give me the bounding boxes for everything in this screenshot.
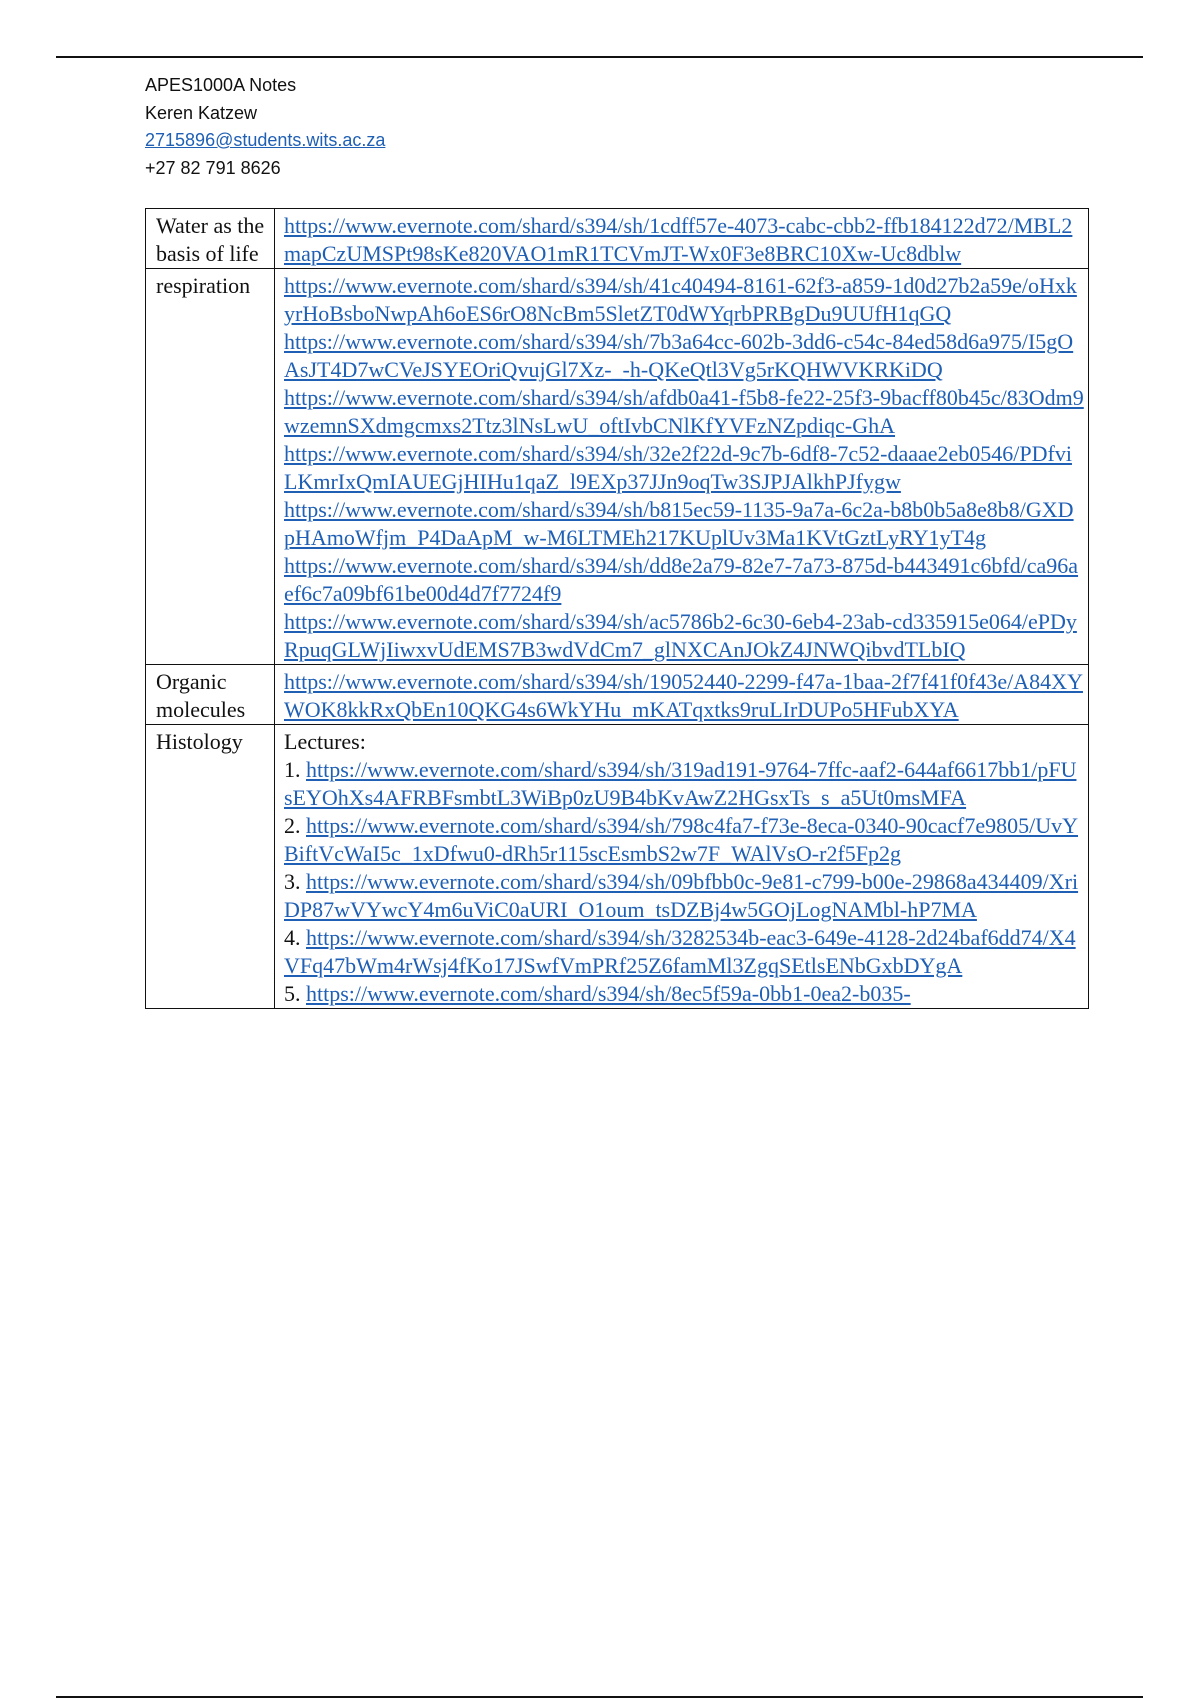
- note-link[interactable]: https://www.evernote.com/shard/s394/sh/41c40494-8161-62f3-a859-1d0d27b2a59e/oHxkyrHoBsboNwpAh6oES6rO8NcBm5SletZT0dWYqrbPRBgDu9UUfH1qGQ: [284, 273, 1077, 326]
- links-cell: [275, 665, 1089, 725]
- links-cell: [275, 725, 1089, 1009]
- document-title: APES1000A Notes: [145, 75, 297, 95]
- lecture-link[interactable]: https://www.evernote.com/shard/s394/sh/798c4fa7-f73e-8eca-0340-90cacf7e9805/UvYBiftVcWaI5c_1xDfwu0-dRh5r115scEsmbS2w7F_WAlVsO-r2f5Fp2g: [284, 813, 1079, 866]
- note-link[interactable]: https://www.evernote.com/shard/s394/sh/afdb0a41-f5b8-fe22-25f3-9bacff80b45c/83Odm9wzemnSXdmgcmxs2Ttz3lNsLwU_oftIvbCNlKfYVFzNZpdiqc-GhA: [284, 385, 1084, 438]
- item-number: 5.: [284, 981, 301, 1006]
- item-number: 3.: [284, 869, 301, 894]
- lecture-link[interactable]: https://www.evernote.com/shard/s394/sh/319ad191-9764-7ffc-aaf2-644af6617bb1/pFUsEYOhXs4AFRBFsmbtL3WiBp0zU9B4bKvAwZ2HGsxTs_s_a5Ut0msMFA: [284, 757, 1077, 810]
- note-link[interactable]: https://www.evernote.com/shard/s394/sh/ac5786b2-6c30-6eb4-23ab-cd335915e064/ePDyRpuqGLWjIiwxvUdEMS7B3wdVdCm7_glNXCAnJOkZ4JNWQibvdTLbIQ: [284, 609, 1077, 662]
- item-number: 1.: [284, 757, 301, 782]
- list-item: [284, 812, 1084, 868]
- list-item: [284, 868, 1084, 924]
- author-email-link[interactable]: 2715896@students.wits.ac.za: [145, 130, 386, 150]
- topic-cell: Water as the basis of life: [146, 209, 275, 269]
- note-link[interactable]: https://www.evernote.com/shard/s394/sh/b815ec59-1135-9a7a-6c2a-b8b0b5a8e8b8/GXDpHAmoWfjm_P4DaApM_w-M6LTMEh217KUplUv3Ma1KVtGztLyRY1yT4g: [284, 497, 1074, 550]
- table-row: [146, 269, 1089, 665]
- table-row: [146, 725, 1089, 1009]
- list-item: [284, 756, 1084, 812]
- note-link[interactable]: https://www.evernote.com/shard/s394/sh/19052440-2299-f47a-1baa-2f7f41f0f43e/A84XYWOK8kkRxQbEn10QKG4s6WkYHu_mKATqxtks9ruLIrDUPo5HFubXYA: [284, 669, 1083, 722]
- note-link[interactable]: https://www.evernote.com/shard/s394/sh/dd8e2a79-82e7-7a73-875d-b443491c6bfd/ca96aef6c7a09bf61be00d4d7f7724f9: [284, 553, 1079, 606]
- lecture-link[interactable]: https://www.evernote.com/shard/s394/sh/8ec5f59a-0bb1-0ea2-b035-: [306, 981, 911, 1006]
- table-row: [146, 209, 1089, 269]
- topic-cell: Organic molecules: [146, 665, 275, 725]
- top-rule: [56, 56, 1143, 58]
- note-link[interactable]: https://www.evernote.com/shard/s394/sh/7b3a64cc-602b-3dd6-c54c-84ed58d6a975/I5gOAsJT4D7wCVeJSYEOriQvujGl7Xz-_-h-QKeQtl3Vg5rKQHWVKRKiDQ: [284, 329, 1074, 382]
- author-phone: +27 82 791 8626: [145, 157, 281, 178]
- links-table: [145, 208, 1089, 1009]
- author-name: Keren Katzew: [145, 102, 258, 123]
- table-row: [146, 665, 1089, 725]
- list-item: [284, 924, 1084, 980]
- links-cell: [275, 269, 1089, 665]
- document-header: [145, 72, 385, 182]
- links-cell: [275, 209, 1089, 269]
- lecture-link[interactable]: https://www.evernote.com/shard/s394/sh/09bfbb0c-9e81-c799-b00e-29868a434409/XriDP87wVYwcY4m6uViC0aURI_O1oum_tsDZBj4w5GOjLogNAMbl-hP7MA: [284, 869, 1079, 922]
- note-link[interactable]: https://www.evernote.com/shard/s394/sh/32e2f22d-9c7b-6df8-7c52-daaae2eb0546/PDfviLKmrIxQmIAUEGjHIHu1qaZ_l9EXp37JJn9oqTw3SJPJAlkhPJfygw: [284, 441, 1072, 494]
- lecture-link[interactable]: https://www.evernote.com/shard/s394/sh/3282534b-eac3-649e-4128-2d24baf6dd74/X4VFq47bWm4rWsj4fKo17JSwfVmPRf25Z6famMl3ZgqSEtlsENbGxbDYgA: [284, 925, 1076, 978]
- item-number: 4.: [284, 925, 301, 950]
- topic-cell: Histology: [146, 725, 275, 1009]
- topic-cell: respiration: [146, 269, 275, 665]
- list-item: [284, 980, 1084, 1008]
- note-link[interactable]: https://www.evernote.com/shard/s394/sh/1cdff57e-4073-cabc-cbb2-ffb184122d72/MBL2mapCzUMSPt98sKe820VAO1mR1TCVmJT-Wx0F3e8BRC10Xw-Uc8dblw: [284, 213, 1073, 266]
- item-number: 2.: [284, 813, 301, 838]
- lectures-label: Lectures:: [284, 729, 366, 754]
- bottom-rule: [56, 1696, 1143, 1698]
